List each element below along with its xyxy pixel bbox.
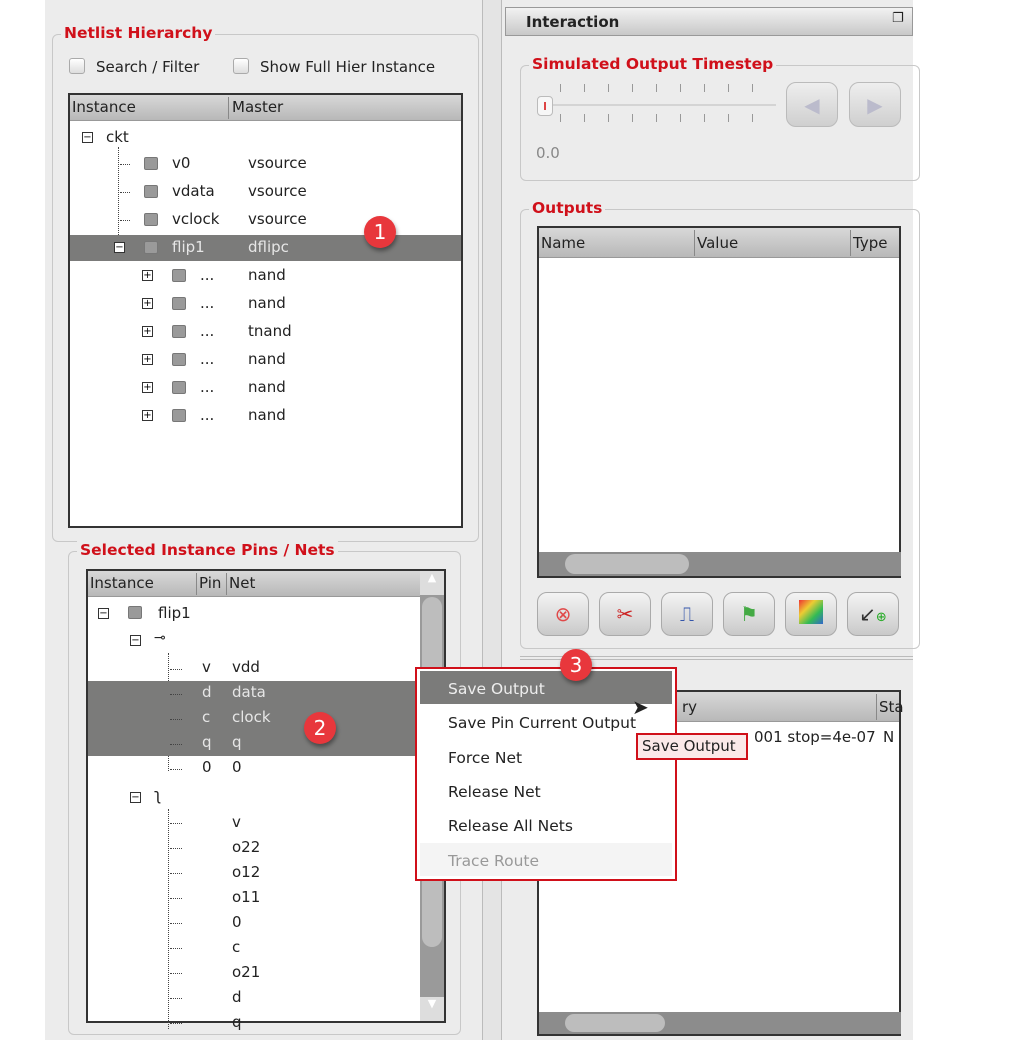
pins-nets-title: Selected Instance Pins / Nets [77,541,338,559]
instance-name: ... [200,406,215,424]
cut-button[interactable] [599,592,651,636]
menu-item-release-net[interactable]: Release Net [448,783,541,801]
jobs-horizontal-scrollbar[interactable] [539,1012,901,1034]
net-row[interactable] [88,911,444,936]
arrow-right-icon: ▶ [867,93,883,117]
interaction-title: Interaction [526,13,620,31]
timestep-title: Simulated Output Timestep [529,55,776,73]
column-summary[interactable]: ry [682,698,698,716]
mouse-cursor-icon: ➤ [632,695,649,719]
collapse-icon[interactable]: − [83,132,92,143]
master-name: vsource [248,154,307,172]
expand-icon[interactable]: + [143,382,152,393]
net-row[interactable] [88,886,444,911]
tree-row-ckt[interactable]: − ckt [83,128,129,146]
column-status[interactable]: Sta [879,698,904,716]
instance-name: flip1 [172,238,205,256]
scroll-thumb[interactable] [565,1014,665,1032]
expand-icon[interactable]: + [143,270,152,281]
net-row[interactable] [88,861,444,886]
instance-chip-icon [172,297,186,310]
waveform-icon: ⎍ [680,602,694,626]
panel-splitter[interactable] [482,0,502,1040]
show-full-hier-label: Show Full Hier Instance [260,58,436,76]
column-name[interactable]: Name [541,234,586,252]
tree-row[interactable] [70,291,461,317]
master-name: dflipc [248,238,289,256]
timestep-value: 0.0 [536,144,560,162]
column-master[interactable]: Master [232,98,284,116]
menu-item-save-pin-current-output[interactable]: Save Pin Current Output [448,714,637,732]
column-net[interactable]: Net [229,574,256,592]
show-full-hier-checkbox[interactable] [233,58,249,74]
outputs-horizontal-scrollbar[interactable] [539,552,901,576]
net-row[interactable] [88,811,444,836]
arrow-left-icon: ◀ [804,93,820,117]
flag-settings-button[interactable] [723,592,775,636]
cut-icon: ✂ [616,602,634,626]
pin-row[interactable] [88,731,444,756]
master-name: nand [248,350,286,368]
add-probe-icon: ↙⊕ [859,602,887,626]
interaction-header [505,7,913,36]
tree-row-pins-group[interactable] [88,628,444,654]
pins-tree-header [88,571,444,597]
instance-name: vdata [172,182,215,200]
net-name: 0 [232,913,242,931]
scroll-up-arrow-icon[interactable]: ▲ [420,571,444,595]
callout-badge-3: 3 [560,649,592,681]
tree-row[interactable] [70,263,461,289]
instance-chip-icon [144,185,158,198]
job-summary-cell: 001 stop=4e-07 [754,728,876,746]
net-name: o22 [232,838,261,856]
search-filter-checkbox[interactable] [69,58,85,74]
outputs-table[interactable] [537,226,901,578]
netlist-hierarchy-title: Netlist Hierarchy [61,24,215,42]
scroll-thumb[interactable] [565,554,689,574]
pin-row[interactable] [88,656,444,681]
expand-icon[interactable]: + [143,298,152,309]
collapse-icon[interactable]: − [131,635,140,646]
net-name: v [232,813,241,831]
instance-chip-icon [172,381,186,394]
callout-badge-2: 2 [304,712,336,744]
tree-row-flip1[interactable]: − flip1 [99,604,191,622]
pin-name: v [202,658,211,676]
pins-tree[interactable] [86,569,446,1031]
tree-row[interactable] [70,375,461,401]
pin-row[interactable] [88,756,444,781]
column-instance[interactable]: Instance [90,574,154,592]
collapse-icon[interactable]: − [131,792,140,803]
net-name: o12 [232,863,261,881]
instance-name: v0 [172,154,191,172]
instance-chip-icon [128,606,142,619]
net-row[interactable] [88,936,444,961]
net-row[interactable] [88,836,444,861]
pin-name: 0 [202,758,212,776]
slider-ticks [560,84,760,128]
master-name: nand [248,294,286,312]
pin-name: d [202,683,212,701]
net-name: vdd [232,658,260,676]
delete-icon: ⊗ [554,602,572,626]
flag-settings-icon: ⚑ [740,602,758,626]
step-back-button[interactable] [786,82,838,127]
tree-row[interactable] [70,151,461,177]
search-filter-label: Search / Filter [96,58,200,76]
delete-button[interactable] [537,592,589,636]
tree-row[interactable] [70,207,461,233]
tree-row[interactable] [70,235,461,261]
colormap-button[interactable] [785,592,837,636]
net-name: o11 [232,888,261,906]
float-window-icon[interactable]: ❐ [892,11,904,26]
net-name: o21 [232,963,261,981]
tree-row[interactable] [70,319,461,345]
pin-row[interactable] [88,681,444,706]
instance-chip-icon [144,241,158,254]
column-instance[interactable]: Instance [72,98,136,116]
master-name: vsource [248,210,307,228]
master-name: nand [248,378,286,396]
instance-chip-icon [172,409,186,422]
net-name: c [232,938,241,956]
pin-row[interactable] [88,706,444,731]
collapse-icon[interactable]: − [115,242,124,253]
master-name: nand [248,266,286,284]
instance-chip-icon [144,157,158,170]
net-name: data [232,683,266,701]
master-name: tnand [248,322,292,340]
menu-item-force-net[interactable]: Force Net [448,749,523,767]
tree-row[interactable] [70,403,461,429]
job-status-cell: N [883,728,895,746]
instance-name: ... [200,294,215,312]
menu-item-trace-route: Trace Route [420,843,672,876]
tree-row[interactable] [70,179,461,205]
instance-name: ... [200,350,215,368]
instance-name: ... [200,322,215,340]
instance-chip-icon [172,353,186,366]
colormap-icon [799,600,823,629]
tree-row[interactable] [70,347,461,373]
add-probe-button[interactable] [847,592,899,636]
tree-row-nets-group[interactable] [88,785,444,811]
pin-name: c [202,708,211,726]
menu-item-release-all-nets[interactable]: Release All Nets [448,817,573,835]
menu-item-save-output[interactable]: Save Output [420,671,672,704]
net-wire-icon: ʅ [154,785,162,804]
tooltip: Save Output [636,733,748,760]
instance-chip-icon [172,269,186,282]
net-name: q [232,1013,242,1031]
expand-icon[interactable]: + [143,410,152,421]
net-name: clock [232,708,271,726]
instance-name: ... [200,378,215,396]
net-row[interactable] [88,1011,444,1036]
net-row[interactable] [88,961,444,986]
net-row[interactable] [88,986,444,1011]
slider-handle[interactable] [537,96,553,116]
netlist-tree[interactable] [68,93,463,528]
pin-connector-icon: ⊸ [154,630,166,646]
net-name: 0 [232,758,242,776]
net-name: q [232,733,242,751]
column-pin[interactable]: Pin [199,574,222,592]
net-name: d [232,988,242,1006]
master-name: vsource [248,182,307,200]
callout-badge-1: 1 [364,216,396,248]
waveform-button[interactable] [661,592,713,636]
expand-icon[interactable]: + [143,354,152,365]
scroll-down-arrow-icon[interactable]: ▼ [420,997,444,1021]
instance-chip-icon [172,325,186,338]
netlist-tree-header [70,95,461,121]
collapse-icon[interactable]: − [99,608,108,619]
expand-icon[interactable]: + [143,326,152,337]
step-forward-button[interactable] [849,82,901,127]
instance-name: ... [200,266,215,284]
column-value[interactable]: Value [697,234,739,252]
pin-name: q [202,733,212,751]
instance-name: vclock [172,210,220,228]
outputs-title: Outputs [529,199,605,217]
instance-chip-icon [144,213,158,226]
column-type[interactable]: Type [853,234,888,252]
master-name: nand [248,406,286,424]
